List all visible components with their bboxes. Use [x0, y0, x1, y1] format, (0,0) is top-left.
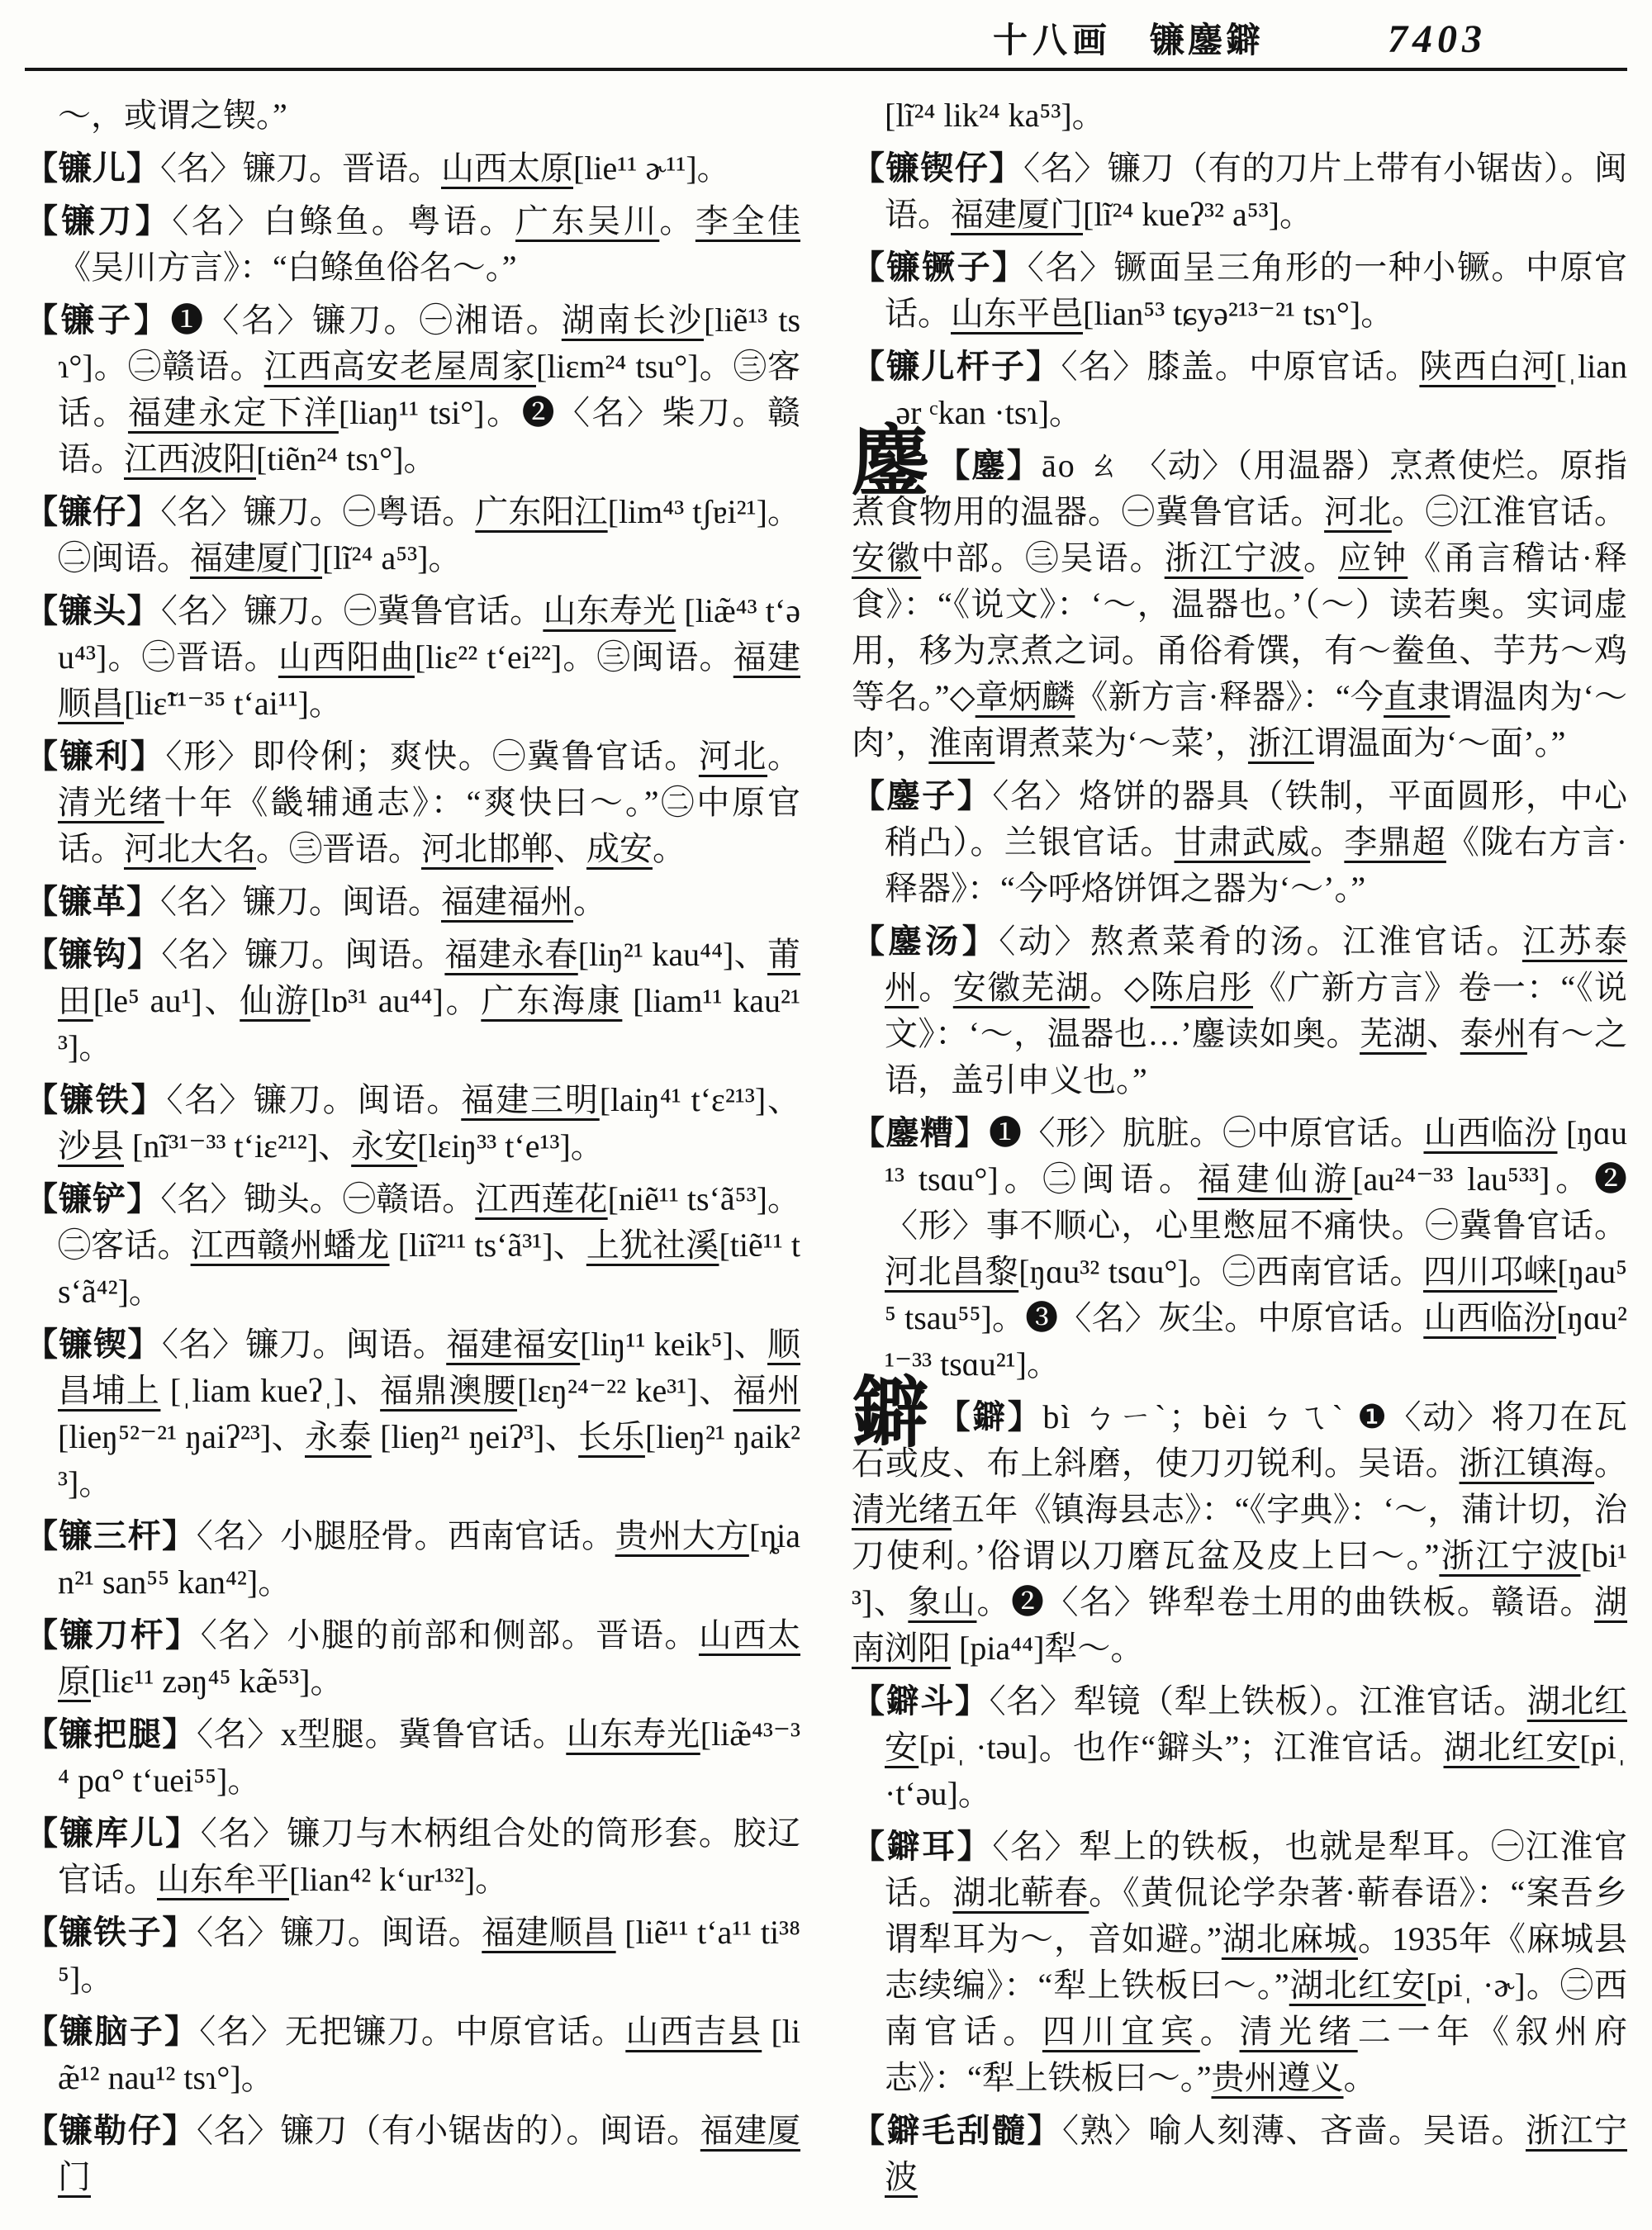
proper-noun-underline: 李全佳	[695, 202, 800, 240]
proper-noun-underline: 河北	[1324, 493, 1392, 530]
proper-noun-underline: 福建顺昌	[58, 638, 800, 722]
dict-entry: 【镰锲仔】〈名〉镰刀（有的刀片上带有小锯齿）。闽语。福建厦门[lĩ²⁴ kueʔ³² a⁵³]。	[852, 149, 1627, 233]
proper-noun-underline: 湖北红安	[1443, 1729, 1580, 1766]
dict-entry: 【鏖汤】〈动〉熬煮菜肴的汤。江淮官话。江苏泰州。安徽芜湖。◇陈启彤《广新方言》卷一：“《说文》：‘～，温器也…’鏖读如奥。芜湖、泰州有～之语，盖引申义也。”	[852, 923, 1627, 1098]
proper-noun-underline: 清光绪	[1239, 2013, 1358, 2050]
entry-headword: 【镰锲】	[25, 1326, 162, 1363]
entry-headword: 【镰头】	[25, 592, 161, 629]
entry-headword: 【鐴斗】	[852, 1682, 990, 1720]
proper-noun-underline: 福州	[733, 1372, 800, 1409]
dict-entry: 【鐴斗】〈名〉犁镜（犁上铁板）。江淮官话。湖北红安[piˌ ·təu]。也作“鐴头”；江淮官话。湖北红安[piˌ ·t‘əu]。	[852, 1682, 1627, 1812]
proper-noun-underline: 长乐	[578, 1418, 645, 1455]
proper-noun-underline: 福建福州	[441, 883, 573, 920]
head-character: 鐴	[852, 1371, 931, 1457]
dict-entry: 【镰革】〈名〉镰刀。闽语。福建福州。	[25, 883, 606, 920]
proper-noun-underline: 上犹社溪	[586, 1226, 719, 1264]
dict-entry-head-character: 鏖 【鏖】āo ㄠ 〈动〉（用温器）烹煮使烂。原指煮食物用的温器。㊀冀鲁官话。河北。㊁江淮官话。安徽中部。㊂吴语。浙江宁波。应钟《甬言稽诂·释食》：“《说文》：‘～，温器也。’（～）读若奥。实词虚用，移为烹煮之词。甬俗肴馔，有～鲞鱼、芋艿～鸡等名。”◇章炳麟《新方言·释器》：“今直隶谓温肉为‘～肉’，淮南谓煮菜为‘～菜’，浙江谓温面为‘～面’。”	[852, 420, 1627, 762]
entry-headword: 【镰库儿】	[25, 1815, 201, 1852]
right-column	[852, 91, 1627, 2213]
proper-noun-underline: 四川邛崃	[1423, 1253, 1558, 1290]
proper-noun-underline: 甘肃武威	[1174, 823, 1311, 861]
entry-headword: 【镰利】	[25, 738, 166, 775]
proper-noun-underline: 浙江宁波	[1164, 539, 1304, 576]
proper-noun-underline: 江西波阳	[124, 440, 256, 477]
proper-noun-underline: 直隶	[1384, 678, 1450, 715]
left-column	[25, 91, 800, 2213]
dict-entry: 【镰仔】〈名〉镰刀。㊀粤语。广东阳江[lim⁴³ tʃɐi²¹]。㊁闽语。福建厦门[lĩ²⁴ a⁵³]。	[25, 493, 800, 576]
dict-entry: 【镰利】〈形〉即伶俐；爽快。㊀冀鲁官话。河北。清光绪十年《畿辅通志》：“爽快曰～。”㊁中原官话。河北大名。㊂晋语。河北邯郸、成安。	[25, 738, 800, 867]
proper-noun-underline: 山东寿光	[566, 1715, 700, 1753]
proper-noun-underline: 湖南长沙	[561, 301, 705, 339]
head-character: 鏖	[852, 420, 931, 505]
entry-headword: 【镰铲】	[25, 1180, 161, 1217]
proper-noun-underline: 福建顺昌	[482, 1914, 616, 1951]
dict-entry: 【鏖子】〈名〉烙饼的器具（铁制，平面圆形，中心稍凸）。兰银官话。甘肃武威。李鼎超《陇右方言·释器》：“今呼烙饼饵之器为‘～’。”	[852, 777, 1627, 907]
proper-noun-underline: 浙江镇海	[1459, 1445, 1595, 1482]
entry-headword: 【鐴毛刮髓】	[852, 2112, 1062, 2149]
proper-noun-underline: 福建永定下洋	[127, 394, 339, 431]
entry-headword: 【镰脑子】	[25, 2013, 200, 2050]
entry-headword: 【镰勒仔】	[25, 2112, 197, 2149]
entry-headword: 【镰子】	[25, 301, 171, 339]
dict-entry: 【镰把腿】〈名〉x型腿。冀鲁官话。山东寿光[liæ̃⁴³⁻³⁴ pɑ° t‘uei⁵⁵]。	[25, 1715, 800, 1799]
proper-noun-underline: 永安	[351, 1127, 418, 1165]
proper-noun-underline: 湖北麻城	[1221, 1920, 1358, 1957]
proper-noun-underline: 山西太原	[58, 1616, 800, 1700]
proper-noun-underline: 沙县	[58, 1127, 124, 1165]
proper-noun-underline: 清光绪	[58, 784, 164, 821]
proper-noun-underline: 四川宜宾	[1042, 2013, 1200, 2050]
entry-headword: 【镰铁子】	[25, 1914, 197, 1951]
dict-entry: 【鏖糟】❶〈形〉肮脏。㊀中原官话。山西临汾 [ŋɑu¹³ tsɑu°]。㊁闽语。福建仙游[au²⁴⁻³³ lau⁵³³]。❷〈形〉事不顺心，心里憋屈不痛快。㊀冀鲁官话。河北昌黎[ŋɑu³² tsɑu°]。㊁西南官话。四川邛崃[ŋau⁵⁵ tsau⁵⁵]。❸〈名〉灰尘。中原官话。山西临汾[ŋɑu²¹⁻³³ tsɑu²¹]。	[852, 1114, 1627, 1383]
entry-headword: 【镰儿杆子】	[852, 348, 1061, 385]
proper-noun-underline: 江苏泰州	[885, 923, 1627, 1006]
proper-noun-underline: 章炳麟	[975, 678, 1075, 715]
entry-headword: 【镰儿】	[25, 149, 160, 187]
entry-headword: 【镰把腿】	[25, 1715, 197, 1753]
entry-headword: 【鏖子】	[852, 777, 993, 814]
columns	[25, 91, 1627, 2213]
dict-entry: 【镰脑子】〈名〉无把镰刀。中原官话。山西吉县 [liæ̃¹² nau¹² tsɿ°]。	[25, 2013, 800, 2096]
proper-noun-underline: 贵州大方	[615, 1517, 749, 1554]
proper-noun-underline: 安徽	[852, 539, 922, 576]
proper-noun-underline: 应钟	[1338, 539, 1408, 576]
dict-entry: 【镰子】❶〈名〉镰刀。㊀湘语。湖南长沙[liẽ¹³ tsɿ°]。㊁赣语。江西高安老屋周家[liɛm²⁴ tsu°]。㊂客话。福建永定下洋[liaŋ¹¹ tsi°]。❷〈名〉柴刀。赣语。江西波阳[tiẽn²⁴ tsɿ°]。	[25, 301, 800, 477]
proper-noun-underline: 广东吴川	[515, 202, 660, 240]
proper-noun-underline: 山西吉县	[625, 2013, 762, 2050]
entry-headword: 【镰刀杆】	[25, 1616, 201, 1654]
proper-noun-underline: 河北	[698, 738, 768, 775]
proper-noun-underline: 仙游	[240, 982, 311, 1019]
proper-noun-underline: 河北邯郸	[421, 830, 553, 867]
entry-pronunciation: bì ㄅㄧˋ；bèi ㄅㄟˋ	[1042, 1398, 1358, 1435]
dict-entry: 【鐴耳】〈名〉犁上的铁板，也就是犁耳。㊀江淮官话。湖北蕲春。《黄侃论学杂著·蕲春语》：“案吾乡谓犁耳为～，音如避。”湖北麻城。1935年《麻城县志续编》：“犁上铁板曰～。”湖北红安[piˌ ·ɚ]。㊁西南官话。四川宜宾。清光绪二一年《叙州府志》：“犁上铁板曰～。”贵州遵义。	[852, 1828, 1627, 2096]
dict-entry: 【鐴毛刮髓】〈熟〉喻人刻薄、吝啬。吴语。浙江宁波	[852, 2112, 1627, 2195]
proper-noun-underline: 山西临汾	[1423, 1114, 1558, 1151]
entry-headword: 【鏖】	[937, 447, 1042, 484]
entry-headword: 【镰仔】	[25, 493, 161, 530]
proper-noun-underline: 贵州遵义	[1211, 2059, 1344, 2096]
proper-noun-underline: 福建仙游	[1197, 1160, 1353, 1198]
proper-noun-underline: 福建厦门	[951, 196, 1083, 233]
dict-entry: 【镰儿杆子】〈名〉膝盖。中原官话。陕西白河[ˌlian ˌər ᶜkan ·tsɿ]。	[852, 348, 1627, 431]
proper-noun-underline: 河北昌黎	[885, 1253, 1019, 1290]
dict-entry: 【镰铁子】〈名〉镰刀。闽语。福建顺昌 [liẽ¹¹ t‘a¹¹ ti³⁸⁵]。	[25, 1914, 800, 1997]
proper-noun-underline: 湖北红安	[1289, 1967, 1427, 2004]
dict-entry: 【镰锲】〈名〉镰刀。闽语。福建福安[liŋ¹¹ keik⁵]、顺昌埔上 [ˌliam kueʔˌ]、福鼎澳腰[lɛŋ²⁴⁻²² ke³¹]、福州[lieŋ⁵²⁻²¹ ŋaiʔ²³]、永泰 [lieŋ²¹ ŋeiʔ³]、长乐[lieŋ²¹ ŋaik²³]。	[25, 1326, 800, 1502]
proper-noun-underline: 山东平邑	[951, 295, 1083, 332]
proper-noun-underline: 江西莲花	[475, 1180, 608, 1217]
proper-noun-underline: 顺昌埔上	[58, 1326, 800, 1409]
proper-noun-underline: 湖南浏阳	[852, 1583, 1627, 1667]
stroke-count-section: 十八画	[992, 22, 1112, 60]
proper-noun-underline: 山东牟平	[157, 1861, 289, 1898]
proper-noun-underline: 淮南	[928, 724, 995, 762]
proper-noun-underline: 陕西白河	[1419, 348, 1556, 385]
proper-noun-underline: 广东海康	[481, 982, 623, 1019]
proper-noun-underline: 福建三明	[461, 1081, 600, 1118]
proper-noun-underline: 江西赣州蟠龙	[190, 1226, 390, 1264]
entry-headword: 【镰锲仔】	[852, 149, 1024, 187]
dict-entry: 【镰头】〈名〉镰刀。㊀冀鲁官话。山东寿光 [liæ̃⁴³ t‘əu⁴³]。㊁晋语。山西阳曲[liɛ²² t‘ei²²]。㊂闽语。福建顺昌[liɛ̃¹¹⁻³⁵ t‘ai¹¹]。	[25, 592, 800, 722]
entry-headword: 【镰刀】	[25, 202, 173, 240]
proper-noun-underline: 河北大名	[124, 830, 256, 867]
proper-noun-underline: 江西高安老屋周家	[263, 348, 536, 385]
entry-headword: 【镰革】	[25, 883, 160, 920]
proper-noun-underline: 芜湖	[1360, 1015, 1427, 1052]
dict-entry: 【镰铲】〈名〉锄头。㊀赣语。江西莲花[niẽ¹¹ ts‘ã⁵³]。㊁客话。江西赣州蟠龙 [liĩ²¹¹ ts‘ã³¹]、上犹社溪[tiẽ¹¹ ts‘ã⁴²]。	[25, 1180, 800, 1310]
proper-noun-underline: 福建福安	[446, 1326, 581, 1363]
proper-noun-underline: 象山	[908, 1583, 977, 1620]
proper-noun-underline: 莆田	[58, 936, 800, 1019]
proper-noun-underline: 安徽芜湖	[952, 969, 1090, 1006]
dict-entry: 【镰钩】〈名〉镰刀。闽语。福建永春[liŋ²¹ kau⁴⁴]、莆田[le⁵ au¹]、仙游[lɒ³¹ au⁴⁴]。广东海康 [liam¹¹ kau²¹³]。	[25, 936, 800, 1065]
proper-noun-underline: 山西太原	[441, 149, 573, 187]
entry-headword: 【镰镢子】	[852, 249, 1028, 286]
proper-noun-underline: 山东寿光	[543, 592, 676, 629]
entry-headword: 【鏖糟】	[852, 1114, 989, 1151]
entry-headword: 【镰铁】	[25, 1081, 167, 1118]
entry-headword: 【鐴耳】	[852, 1828, 993, 1865]
entry-continuation: [lĩ²⁴ lik²⁴ ka⁵³]。	[885, 97, 1105, 134]
proper-noun-underline: 广东阳江	[475, 493, 608, 530]
entry-headword: 【鐴】	[937, 1398, 1043, 1435]
proper-noun-underline: 李鼎超	[1344, 823, 1446, 861]
proper-noun-underline: 永泰	[305, 1418, 372, 1455]
header-rule	[25, 68, 1627, 71]
header-headwords: 镰鏖鐴	[1149, 22, 1264, 60]
dict-entry: 【镰刀杆】〈名〉小腿的前部和侧部。晋语。山西太原[liɛ¹¹ zəŋ⁴⁵ kæ̃⁵³]。	[25, 1616, 800, 1700]
proper-noun-underline: 泰州	[1460, 1015, 1527, 1052]
proper-noun-underline: 福建厦门	[58, 2112, 800, 2195]
dict-entry: 【镰勒仔】〈名〉镰刀（有小锯齿的）。闽语。福建厦门	[25, 2112, 800, 2195]
dict-entry: 【镰儿】〈名〉镰刀。晋语。山西太原[lie¹¹ ɚ¹¹]。	[25, 149, 730, 187]
dict-entry: 【镰铁】〈名〉镰刀。闽语。福建三明[laiŋ⁴¹ t‘ɛ²¹³]、沙县 [nĩ³¹⁻³³ t‘iɛ²¹²]、永安[lɛiŋ³³ t‘e¹³]。	[25, 1081, 800, 1165]
dict-entry-head-character: 鐴 【鐴】bì ㄅㄧˋ；bèi ㄅㄟˋ ❶〈动〉将刀在瓦石或皮、布上斜磨，使刀刃锐利。吴语。浙江镇海。清光绪五年《镇海县志》：“《字典》：‘～，蒲计切，治刀使利。’俗谓以刀磨瓦盆及皮上曰～。”浙江宁波[bi¹³]、象山。❷〈名〉铧犁卷土用的曲铁板。赣语。湖南浏阳 [pia⁴⁴]犁～。	[852, 1371, 1627, 1667]
proper-noun-underline: 清光绪	[852, 1491, 952, 1528]
proper-noun-underline: 浙江	[1247, 724, 1314, 762]
proper-noun-underline: 湖北蕲春	[952, 1874, 1089, 1911]
proper-noun-underline: 浙江宁波	[1439, 1537, 1581, 1574]
entry-pronunciation: āo ㄠ	[1042, 447, 1134, 484]
proper-noun-underline: 湖北红安	[885, 1682, 1627, 1766]
dict-entry: 【镰库儿】〈名〉镰刀与木柄组合处的筒形套。胶辽官话。山东牟平[lian⁴² k‘ur¹³²]。	[25, 1815, 800, 1898]
dict-entry: 【镰刀】〈名〉白鲦鱼。粤语。广东吴川。李全佳《吴川方言》：“白鲦鱼俗名～。”	[25, 202, 800, 286]
page-header	[25, 13, 1627, 64]
proper-noun-underline: 福鼎澳腰	[380, 1372, 518, 1409]
proper-noun-underline: 山西临汾	[1423, 1299, 1556, 1336]
page-number: 7403	[1388, 17, 1487, 61]
proper-noun-underline: 浙江宁波	[885, 2112, 1627, 2195]
proper-noun-underline: 陈启彤	[1150, 969, 1254, 1006]
dict-entry: 【镰镢子】〈名〉镢面呈三角形的一种小镢。中原官话。山东平邑[lian⁵³ tɕyə²¹³⁻²¹ tsɿ°]。	[852, 249, 1627, 332]
proper-noun-underline: 成安	[586, 830, 653, 867]
proper-noun-underline: 福建厦门	[190, 539, 322, 576]
proper-noun-underline: 福建永春	[444, 936, 578, 973]
proper-noun-underline: 山西阳曲	[278, 638, 415, 676]
entry-continuation: ～，或谓之锲。”	[58, 97, 287, 134]
dict-entry: 【镰三杆】〈名〉小腿胫骨。西南官话。贵州大方[ȵian²¹ san⁵⁵ kan⁴²]。	[25, 1517, 800, 1601]
entry-headword: 【镰钩】	[25, 936, 162, 973]
entry-headword: 【镰三杆】	[25, 1517, 197, 1554]
entry-headword: 【鏖汤】	[852, 923, 999, 960]
